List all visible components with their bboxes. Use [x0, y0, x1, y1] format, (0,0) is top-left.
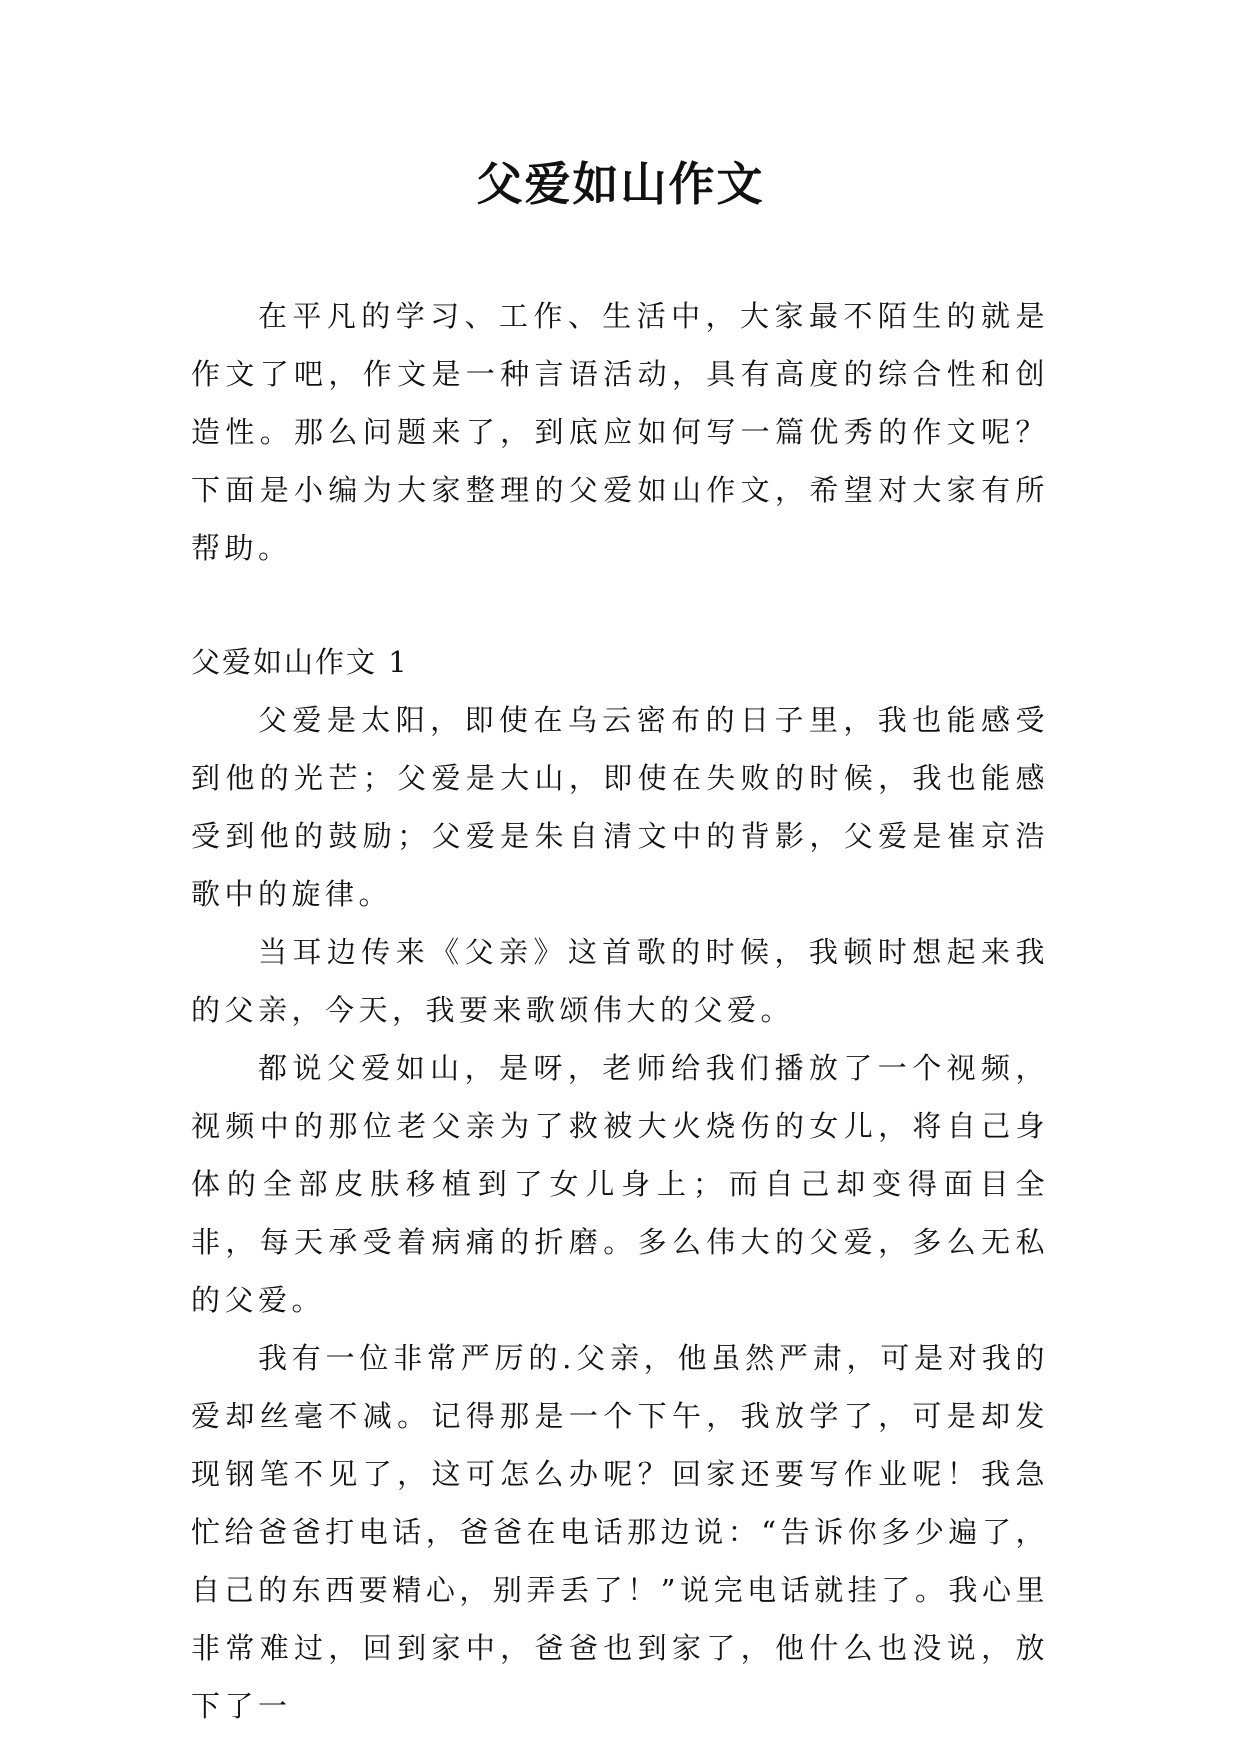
paragraph-spacer [191, 577, 1049, 633]
document-title: 父爱如山作文 [476, 157, 765, 211]
document-body [191, 287, 1049, 1735]
intro-paragraph: 在平凡的学习、工作、生活中，大家最不陌生的就是作文了吧，作文是一种言语活动，具有高度的综合性和创造性。那么问题来了，到底应如何写一篇优秀的作文呢？下面是小编为大家整理的父爱如山作文，希望对大家有所帮助。 [191, 299, 1049, 565]
section-heading: 父爱如山作文 1 [191, 645, 409, 679]
body-paragraph-3: 都说父爱如山，是呀，老师给我们播放了一个视频，视频中的那位老父亲为了救被大火烧伤的女儿，将自己身体的全部皮肤移植到了女儿身上；而自己却变得面目全非，每天承受着病痛的折磨。多么伟大的父爱，多么无私的父爱。 [191, 1051, 1049, 1317]
body-paragraph-1: 父爱是太阳，即使在乌云密布的日子里，我也能感受到他的光芒；父爱是大山，即使在失败的时候，我也能感受到他的鼓励；父爱是朱自清文中的背影，父爱是崔京浩歌中的旋律。 [191, 703, 1049, 911]
body-paragraph-4: 我有一位非常严厉的.父亲，他虽然严肃，可是对我的爱却丝毫不减。记得那是一个下午，我放学了，可是却发现钢笔不见了，这可怎么办呢？回家还要写作业呢！我急忙给爸爸打电话，爸爸在电话那边说：“告诉你多少遍了，自己的东西要精心，别弄丢了！”说完电话就挂了。我心里非常难过，回到家中，爸爸也到家了，他什么也没说，放下了一 [191, 1341, 1049, 1723]
body-paragraph-2: 当耳边传来《父亲》这首歌的时候，我顿时想起来我的父亲，今天，我要来歌颂伟大的父爱。 [191, 935, 1049, 1027]
